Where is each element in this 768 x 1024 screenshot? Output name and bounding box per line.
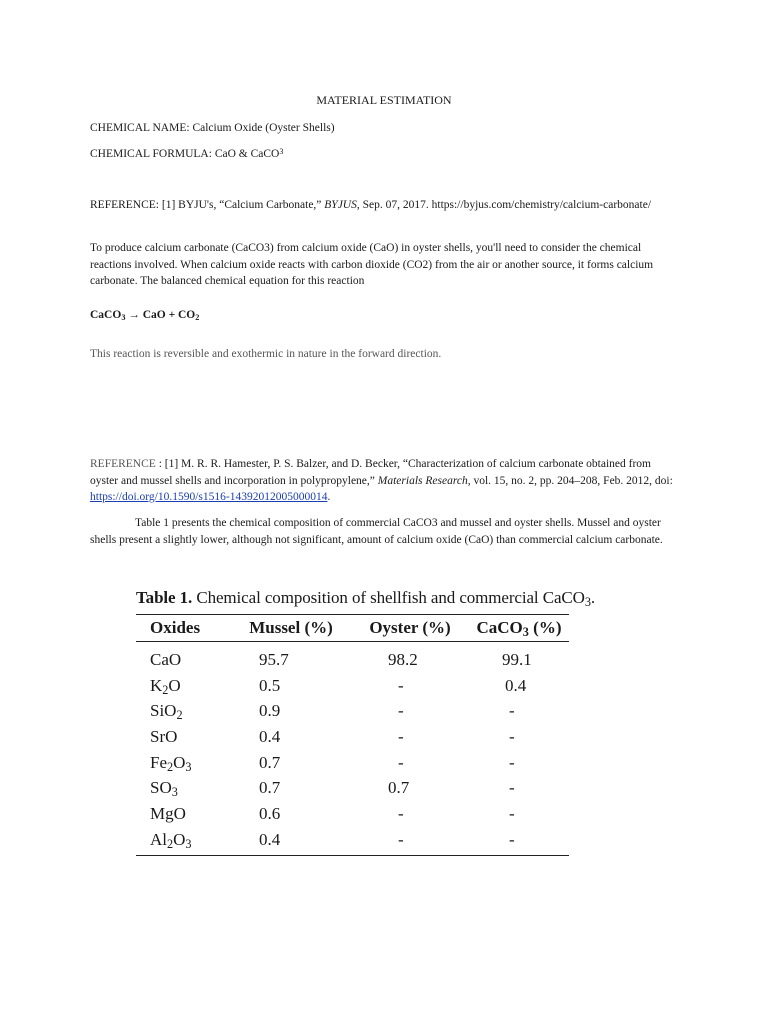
equation-arrow: → CaO + CO (125, 309, 196, 321)
reference-hamester-text2: , vol. 15, no. 2, pp. 204–208, Feb. 2012, doi: (467, 474, 673, 487)
cell-oxide-end: O (173, 752, 186, 772)
chemical-formula-sup: 3 (279, 147, 284, 157)
reference-byjus (90, 197, 680, 214)
chemical-name-line (90, 120, 680, 137)
table-row (136, 724, 569, 750)
cell-oxide-text: CaO (150, 649, 182, 669)
cell-oxide (136, 650, 231, 670)
cell-caco3: - (509, 803, 515, 823)
cell-oyster: - (398, 752, 404, 772)
paragraph-reaction-intro: To produce calcium carbonate (CaCO3) from calcium oxide (CaO) in oyster shells, you'll need to consider the chemical reactions involved. When calcium oxide reacts with carbon dioxide (CO2) from the air or another source, it forms calcium carbonate. The balanced chemical equation for this reaction (90, 242, 654, 287)
reference-hamester-text: : [1] M. R. R. Hamester, P. S. Balzer, and D. Becker, “Characterization of calcium carbonate obtained from oyster and mussel shells and incorporation in polypropylene,” (90, 458, 651, 487)
chemical-formula-label: CHEMICAL FORMULA: (90, 148, 212, 160)
cell-oxide-sub: 2 (167, 759, 174, 774)
table-row (136, 827, 569, 853)
table-row (136, 698, 569, 724)
cell-oxide-text: K (150, 675, 163, 695)
cell-oxide-sub: 3 (171, 785, 178, 800)
cell-oxide (136, 778, 231, 798)
paragraph-table-intro: Table 1 presents the chemical composition of commercial CaCO3 and mussel and oyster shells. Mussel and oyster shells present a slightly lower, although not significant, amount of calcium oxide (CaO) than commercial calcium carbonate. (90, 517, 663, 546)
cell-mussel: 0.6 (259, 803, 281, 823)
header-caco3 (469, 618, 569, 638)
reference-byjus-suffix: , Sep. 07, 2017. https://byjus.com/chemistry/calcium-carbonate/ (356, 199, 652, 211)
table-caption-end: . (590, 588, 595, 607)
chemical-equation (90, 307, 680, 324)
cell-mussel: 0.9 (259, 701, 281, 721)
doi-link[interactable]: https://doi.org/10.1590/s1516-14392012005000014 (90, 491, 328, 503)
table-caption-sub: 3 (584, 595, 591, 610)
cell-caco3: - (509, 778, 515, 798)
chemical-formula-value: CaO & CaCO (214, 148, 280, 160)
page-title: MATERIAL ESTIMATION (316, 93, 452, 107)
cell-caco3: 99.1 (502, 649, 532, 669)
cell-mussel: 0.4 (259, 829, 281, 849)
header-mussel: Mussel (%) (249, 618, 333, 637)
cell-oxide-text: SiO (150, 701, 177, 721)
cell-oxide-end: O (168, 675, 181, 695)
cell-oxide-text: SO (150, 778, 172, 798)
reference-byjus-journal: BYJUS (324, 199, 357, 211)
cell-oxide-text: Fe (150, 752, 167, 772)
cell-oyster: - (398, 829, 404, 849)
reference-hamester (90, 456, 680, 506)
cell-mussel: 0.5 (259, 675, 281, 695)
cell-oxide (136, 804, 231, 824)
table-row (136, 673, 569, 699)
cell-mussel: 95.7 (259, 649, 289, 669)
header-caco3-end: (%) (528, 618, 562, 637)
cell-caco3: 0.4 (505, 675, 527, 695)
cell-oxide-sub: 2 (162, 682, 169, 697)
cell-oyster: 98.2 (388, 649, 418, 669)
reference-hamester-end: . (327, 491, 331, 503)
table-row (136, 801, 569, 827)
table-row (136, 775, 569, 801)
equation-rhs-sub: 2 (195, 313, 200, 323)
cell-oxide (136, 753, 231, 773)
paragraph-reversible: This reaction is reversible and exothermic in nature in the forward direction. (90, 348, 442, 360)
table-row (136, 750, 569, 776)
cell-mussel: 0.7 (259, 778, 281, 798)
header-caco3-main: CaCO (476, 618, 523, 637)
table-header-row (136, 615, 569, 641)
chemical-name-value: Calcium Oxide (Oyster Shells) (192, 122, 335, 134)
cell-oxide (136, 727, 231, 747)
cell-oxide-sub: 2 (167, 836, 174, 851)
cell-caco3: - (509, 829, 515, 849)
chemical-name-label: CHEMICAL NAME: (90, 122, 190, 134)
cell-oxide-sub2: 3 (185, 759, 192, 774)
header-oyster: Oyster (%) (369, 618, 451, 637)
cell-oyster: 0.7 (388, 778, 410, 798)
header-caco3-sub: 3 (522, 625, 529, 640)
table-caption (136, 588, 595, 610)
reference-hamester-label: REFERENCE (90, 458, 156, 470)
cell-oyster: - (398, 701, 404, 721)
cell-oxide-sub: 2 (176, 708, 183, 723)
composition-table (136, 588, 595, 856)
cell-mussel: 0.7 (259, 752, 281, 772)
equation-lhs: CaCO (90, 309, 122, 321)
chemical-formula-line (90, 146, 680, 163)
cell-oxide (136, 701, 231, 721)
cell-caco3: - (509, 701, 515, 721)
cell-caco3: - (509, 726, 515, 746)
reference-hamester-journal: Materials Research (377, 474, 468, 487)
cell-oxide-text: SrO (150, 726, 178, 746)
equation-lhs-sub: 3 (121, 313, 126, 323)
reference-byjus-prefix: REFERENCE: [1] BYJU's, “Calcium Carbonate,” (90, 199, 325, 211)
cell-oyster: - (398, 726, 404, 746)
cell-oxide (136, 830, 231, 850)
cell-oxide-sub2: 3 (185, 836, 192, 851)
table-caption-text: Chemical composition of shellfish and commercial CaCO (192, 588, 585, 607)
table-row (136, 647, 569, 673)
table-caption-label: Table 1. (136, 588, 193, 607)
cell-oxide-text: Al (150, 829, 167, 849)
table-body (136, 642, 569, 855)
cell-oxide-end: O (173, 829, 186, 849)
table-bottom-rule (136, 855, 569, 856)
header-oxides: Oxides (150, 618, 201, 637)
cell-mussel: 0.4 (259, 726, 281, 746)
cell-oxide (136, 676, 231, 696)
cell-oxide-text: MgO (150, 803, 186, 823)
cell-caco3: - (509, 752, 515, 772)
cell-oyster: - (398, 675, 404, 695)
cell-oyster: - (398, 803, 404, 823)
